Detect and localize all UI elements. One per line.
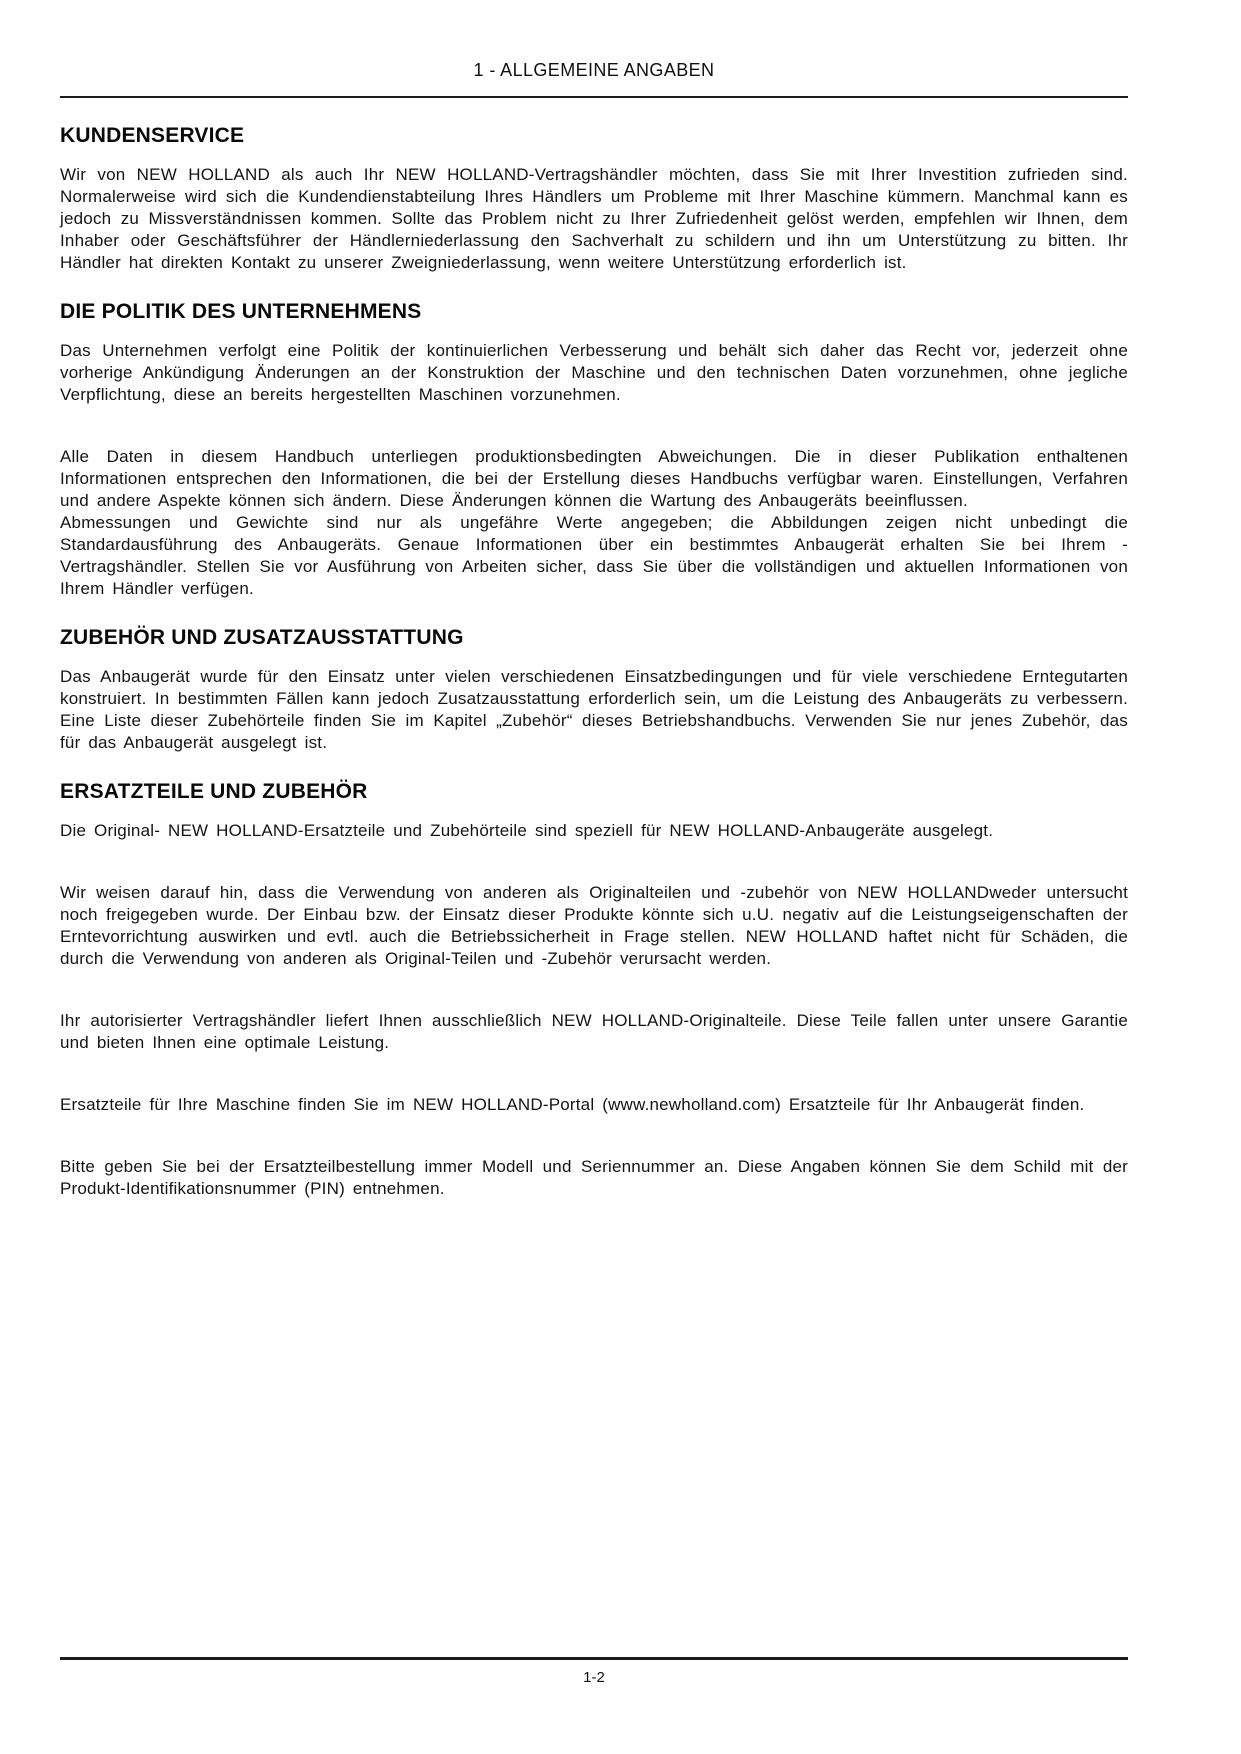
page-footer (60, 1657, 1128, 1686)
section-title-ersatzteile: ERSATZTEILE UND ZUBEHÖR (60, 780, 368, 803)
paragraph-politik-2: Alle Daten in diesem Handbuch unterliegen produktionsbedingten Abweichungen. Die in dieser Publikation enthaltenen Informationen entsprechen den Informationen, die bei der Erstellung dieses Handbuchs verfügbar waren. Einstellungen, Verfahren und andere Aspekte können sich ändern. Diese Änderungen können die Wartung des Anbaugeräts beeinflussen. (60, 447, 1128, 510)
page-header (60, 0, 1128, 98)
section-title-zubehoer-zusatzausstattung: ZUBEHÖR UND ZUSATZAUSSTATTUNG (60, 626, 464, 649)
paragraph-zubehoer-1: Das Anbaugerät wurde für den Einsatz unter vielen verschiedenen Einsatzbedingungen und für viele verschiedene Erntegutarten konstruiert. In bestimmten Fällen kann jedoch Zusatzausstattung erforderlich sein, um die Leistung des Anbaugeräts zu verbessern. Eine Liste dieser Zubehörteile finden Sie im Kapitel „Zubehör“ dieses Betriebshandbuchs. Verwenden Sie nur jenes Zubehör, das für das Anbaugerät ausgelegt ist. (60, 667, 1128, 752)
paragraph-ersatzteile-2: Wir weisen darauf hin, dass die Verwendung von anderen als Originalteilen und -zubehör von NEW HOLLANDweder untersucht noch freigegeben wurde. Der Einbau bzw. der Einsatz dieser Produkte könnte sich u.U. negativ auf die Leistungseigenschaften der Erntevorrichtung auswirken und evtl. auch die Betriebssicherheit in Frage stellen. NEW HOLLAND haftet nicht für Schäden, die durch die Verwendung von anderen als Original-Teilen und -Zubehör verursacht werden. (60, 883, 1128, 968)
page-content (60, 98, 1128, 1200)
paragraph-kundenservice-1: Wir von NEW HOLLAND als auch Ihr NEW HOLLAND-Vertragshändler möchten, dass Sie mit Ihrer Investition zufrieden sind. Normalerweise wird sich die Kundendienstabteilung Ihres Händlers um Probleme mit Ihrer Maschine kümmern. Manchmal kann es jedoch zu Missverständnissen kommen. Sollte das Problem nicht zu Ihrer Zufriedenheit gelöst werden, empfehlen wir Ihnen, dem Inhaber oder Geschäftsführer der Händlerniederlassung den Sachverhalt zu schildern und ihn um Unterstützung zu bitten. Ihr Händler hat direkten Kontakt zu unserer Zweigniederlassung, wenn weitere Unterstützung erforderlich ist. (60, 165, 1128, 272)
section-title-kundenservice: KUNDENSERVICE (60, 124, 245, 147)
paragraph-ersatzteile-5: Bitte geben Sie bei der Ersatzteilbestellung immer Modell und Seriennummer an. Diese Angaben können Sie dem Schild mit der Produkt-Identifikationsnummer (PIN) entnehmen. (60, 1157, 1128, 1198)
paragraph-ersatzteile-4: Ersatzteile für Ihre Maschine finden Sie im NEW HOLLAND-Portal (www.newholland.com) Ersatzteile für Ihr Anbaugerät finden. (60, 1095, 1085, 1114)
paragraph-politik-1: Das Unternehmen verfolgt eine Politik der kontinuierlichen Verbesserung und behält sich daher das Recht vor, jederzeit ohne vorherige Ankündigung Änderungen an der Konstruktion der Maschine und den technischen Daten vorzunehmen, ohne jegliche Verpflichtung, diese an bereits hergestellten Maschinen vorzunehmen. (60, 341, 1128, 404)
paragraph-politik-3: Abmessungen und Gewichte sind nur als ungefähre Werte angegeben; die Abbildungen zeigen nicht unbedingt die Standardausführung des Anbaugeräts. Genaue Informationen über ein bestimmtes Anbaugerät erhalten Sie bei Ihrem -Vertragshändler. Stellen Sie vor Ausführung von Arbeiten sicher, dass Sie über die vollständigen und aktuellen Informationen von Ihrem Händler verfügen. (60, 513, 1128, 598)
page-number: 1-2 (583, 1669, 605, 1686)
chapter-header-title: 1 - ALLGEMEINE ANGABEN (473, 60, 715, 80)
paragraph-ersatzteile-1: Die Original- NEW HOLLAND-Ersatzteile und Zubehörteile sind speziell für NEW HOLLAND-Anbaugeräte ausgelegt. (60, 821, 994, 840)
section-title-politik: DIE POLITIK DES UNTERNEHMENS (60, 300, 422, 323)
paragraph-ersatzteile-3: Ihr autorisierter Vertragshändler liefert Ihnen ausschließlich NEW HOLLAND-Originalteile. Diese Teile fallen unter unsere Garantie und bieten Ihnen eine optimale Leistung. (60, 1011, 1128, 1052)
